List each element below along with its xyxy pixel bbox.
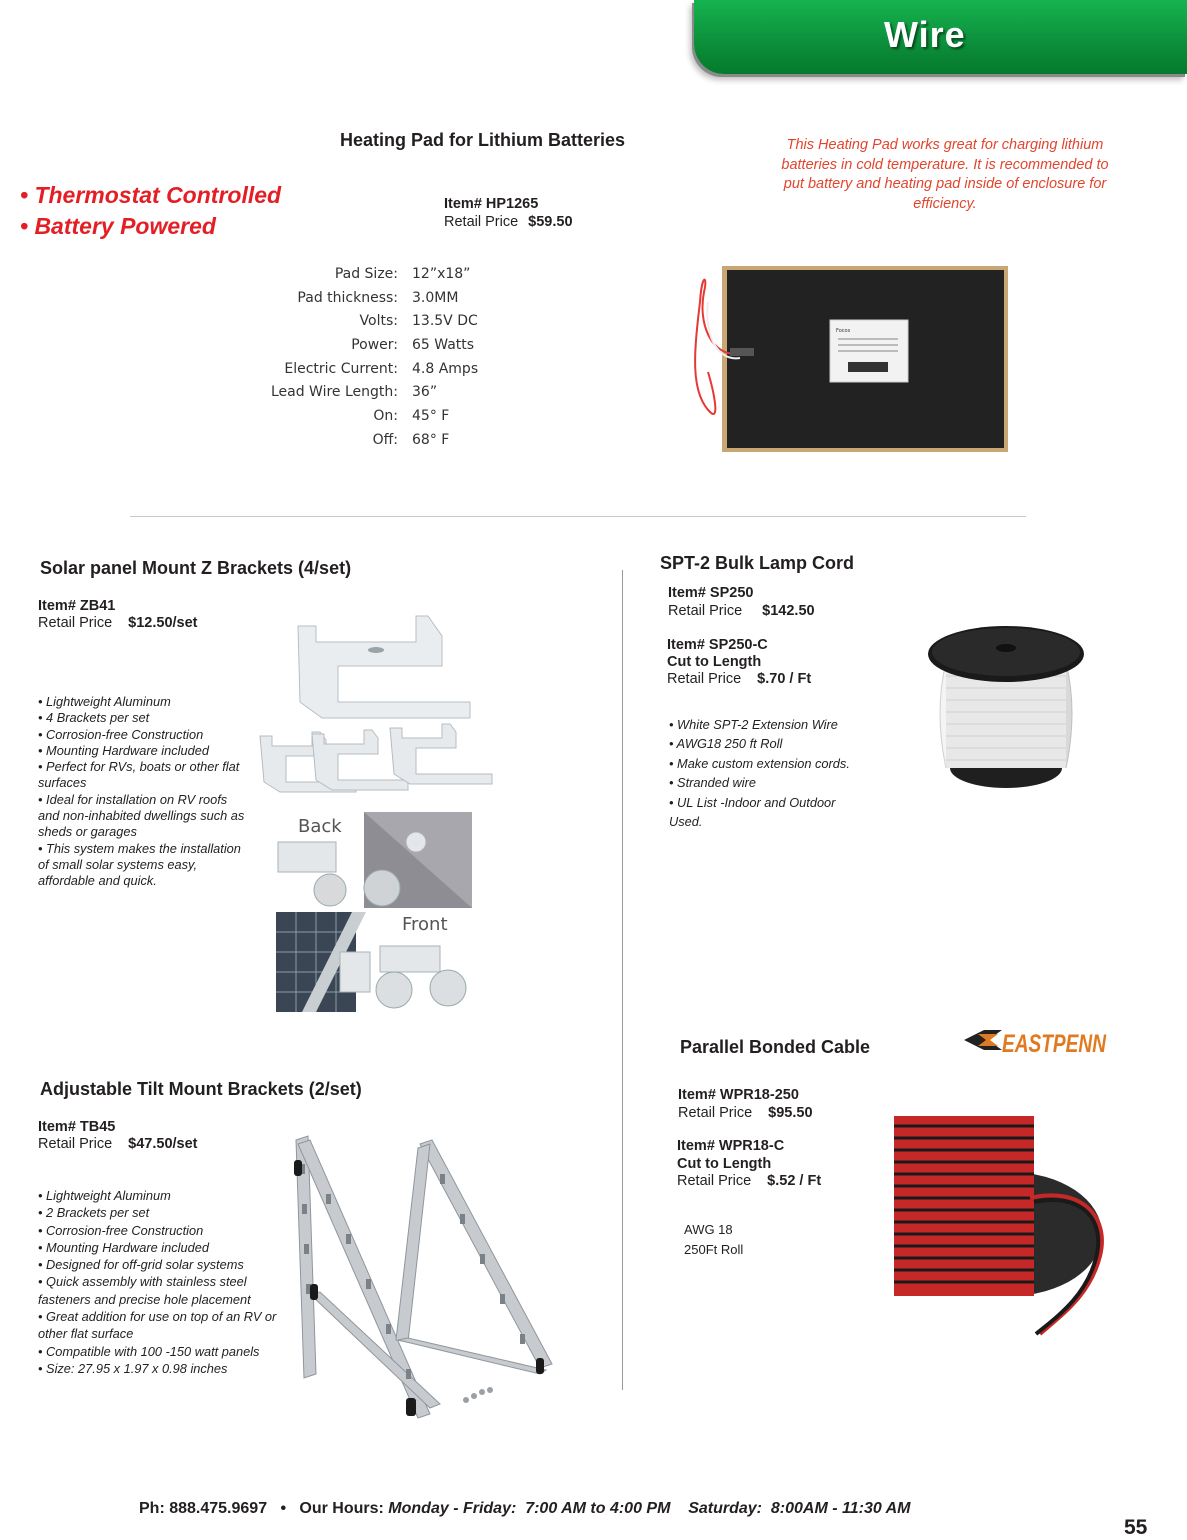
parallel-cable-title: Parallel Bonded Cable	[680, 1037, 871, 1057]
lamp-cord-cut-label: Cut to Length	[667, 654, 762, 670]
spec-row: Power: 65 Watts	[351, 337, 475, 354]
feature-item: • Lightweight Aluminum	[38, 1188, 171, 1203]
retail-label: Retail Price	[38, 1136, 113, 1152]
feature-item: • Size: 27.95 x 1.97 x 0.98 inches	[38, 1360, 228, 1376]
feature-item: • Mounting Hardware included	[38, 742, 209, 758]
tilt-brackets-title: Adjustable Tilt Mount Brackets (2/set)	[40, 1079, 362, 1099]
footer-saturday-hours: 8:00AM - 11:30 AM	[770, 1500, 911, 1517]
parallel-cable-specs	[684, 1220, 743, 1259]
parallel-cable-image	[890, 1116, 1120, 1346]
feature-item: • UL List -Indoor and Outdoor Used.	[669, 794, 836, 830]
footer-phone: Ph: 888.475.9697	[139, 1500, 268, 1517]
spec-table	[250, 266, 550, 456]
feature-item: • 4 Brackets per set	[38, 710, 150, 726]
parallel-cable-cut-item: Item# WPR18-C	[677, 1138, 785, 1154]
category-title: Wire	[884, 14, 966, 55]
retail-price: $47.50/set	[128, 1136, 198, 1152]
retail-label: Retail Price	[677, 1173, 752, 1189]
lamp-cord-item: Item# SP250	[668, 585, 754, 601]
feature-item: • White SPT-2 Extension Wire	[669, 717, 838, 732]
spec-row: Off: 68° F	[372, 431, 450, 448]
heating-pad-item: Item# HP1265	[444, 196, 539, 212]
back-label: Back	[298, 816, 342, 837]
feature-item: • Great addition for use on top of an RV or other flat surface	[38, 1309, 277, 1342]
lamp-cord-features	[669, 715, 859, 831]
eastpenn-logo	[962, 1022, 1112, 1056]
retail-label: Retail Price	[668, 603, 743, 619]
spec-awg: AWG 18	[684, 1222, 733, 1237]
heating-pad-title: Heating Pad for Lithium Batteries	[340, 130, 626, 150]
retail-label: Retail Price	[444, 214, 519, 230]
retail-price: $95.50	[768, 1105, 813, 1121]
retail-price: $12.50/set	[128, 615, 198, 631]
z-brackets-image	[256, 606, 476, 1016]
spec-row: Pad thickness: 3.0MM	[297, 289, 459, 306]
parallel-cable-cut-retail	[677, 1173, 821, 1189]
footer-weekday-hours: 7:00 AM to 4:00 PM	[525, 1500, 671, 1517]
retail-price: $142.50	[762, 603, 815, 619]
page-number: 55	[1124, 1516, 1148, 1539]
tilt-brackets-image	[290, 1134, 560, 1424]
section-divider	[130, 516, 1026, 517]
feature-item: • Lightweight Aluminum	[38, 694, 171, 709]
feature-item: • This system makes the installation of small solar systems easy, affordable and quick.	[38, 840, 241, 889]
column-divider	[622, 570, 623, 1390]
feature-item: • Corrosion-free Construction	[38, 1222, 204, 1238]
feature-thermostat: • Thermostat Controlled	[20, 182, 282, 208]
z-brackets-features	[38, 694, 250, 890]
feature-item: • Make custom extension cords.	[669, 755, 850, 771]
tilt-brackets-features	[38, 1187, 300, 1377]
cut-price: $.70 / Ft	[757, 671, 812, 687]
lamp-cord-title: SPT-2 Bulk Lamp Cord	[660, 553, 855, 573]
feature-item: • Corrosion-free Construction	[38, 726, 204, 742]
retail-label: Retail Price	[678, 1105, 753, 1121]
parallel-cable-cut-label: Cut to Length	[677, 1156, 772, 1172]
spec-row: On: 45° F	[373, 408, 450, 425]
spec-row: Volts: 13.5V DC	[359, 313, 478, 330]
footer-contact	[139, 1500, 910, 1518]
footer-saturday: Saturday:	[688, 1500, 762, 1517]
footer-separator: •	[280, 1500, 287, 1517]
pad-brand-label: Focos	[836, 328, 851, 334]
retail-label: Retail Price	[38, 615, 113, 631]
feature-item: • Designed for off-grid solar systems	[38, 1257, 244, 1273]
footer-hours-label: Our Hours:	[299, 1500, 384, 1517]
lamp-cord-cut-retail	[667, 671, 811, 687]
spec-roll: 250Ft Roll	[684, 1241, 744, 1257]
z-brackets-retail	[38, 615, 198, 631]
feature-item: • AWG18 250 ft Roll	[669, 736, 783, 752]
spec-row: Lead Wire Length: 36”	[270, 384, 438, 401]
feature-item: • Perfect for RVs, boats or other flat surfaces	[38, 759, 240, 791]
z-brackets-title: Solar panel Mount Z Brackets (4/set)	[40, 558, 352, 578]
feature-item: • Compatible with 100 -150 watt panels	[38, 1343, 260, 1359]
feature-item: • 2 Brackets per set	[38, 1205, 150, 1221]
feature-item: • Stranded wire	[669, 775, 756, 791]
tilt-brackets-item: Item# TB45	[38, 1119, 116, 1135]
tilt-brackets-retail	[38, 1136, 198, 1152]
cut-price: $.52 / Ft	[767, 1173, 822, 1189]
lamp-cord-retail	[668, 603, 815, 619]
feature-item: • Quick assembly with stainless steel fasteners and precise hole placement	[38, 1274, 251, 1307]
lamp-cord-image	[924, 622, 1088, 792]
eastpenn-logo-text: EASTPENN	[1002, 1030, 1107, 1058]
parallel-cable-retail	[678, 1105, 813, 1121]
retail-price: $59.50	[528, 214, 573, 230]
z-brackets-item: Item# ZB41	[38, 598, 116, 614]
heating-pad-retail	[444, 214, 573, 230]
heating-pad-note: This Heating Pad works great for charging lithium batteries in cold temperature. It is recommended to put battery and heating pad inside of enclosure for efficiency.	[781, 137, 1109, 212]
retail-label: Retail Price	[667, 671, 742, 687]
feature-item: • Ideal for installation on RV roofs and non-inhabited dwellings such as sheds or garages	[38, 791, 245, 840]
lamp-cord-cut-item: Item# SP250-C	[667, 637, 768, 653]
spec-row: Pad Size: 12”x18”	[334, 266, 471, 282]
spec-row: Electric Current: 4.8 Amps	[284, 360, 479, 377]
feature-battery: • Battery Powered	[20, 213, 216, 239]
parallel-cable-item: Item# WPR18-250	[678, 1087, 799, 1103]
heating-pad-image	[680, 262, 1010, 454]
feature-item: • Mounting Hardware included	[38, 1239, 209, 1255]
footer-weekday: Monday - Friday:	[388, 1500, 517, 1517]
front-label: Front	[402, 914, 448, 935]
